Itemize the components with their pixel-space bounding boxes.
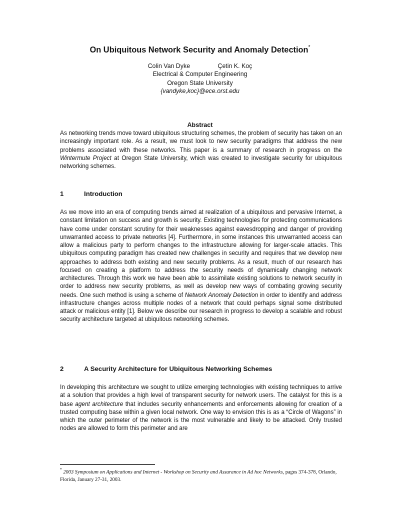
section-number: 1: [60, 191, 64, 198]
section-body: [60, 209, 342, 325]
abstract-project-name: Wintermute Project: [60, 155, 112, 162]
title-text: On Ubiquitous Network Security and Anomaly Detection: [89, 45, 309, 55]
section-title: Introduction: [84, 191, 123, 198]
author-name: Çetin K. Koç: [217, 63, 253, 70]
author-department: Electrical & Computer Engineering: [152, 71, 248, 79]
section-number: 2: [60, 366, 64, 373]
abstract-text-part: As networking trends move toward ubiquitous structuring schemes, the problem of security has taken on an increasingly important role. As a result, we must look to new security paradigms that address the new problems associated with these networks. This paper is a summary of research in progress on the: [60, 131, 342, 154]
section-text-part: in order to identify and address infrastructure changes across multiple nodes of a network that could perhaps signal some distributed attack or malicious entity [1]. Below we describe our research in progress to develop a scalable and robust security architecture targeted at ubiquitous networking schemes.: [60, 292, 342, 324]
section-text-part: As we move into an era of computing trends aimed at realization of a ubiquitous and pervasive Internet, a constant limitation on success and growth is security. Existing technologies for protecting communications have come under constant scrutiny for their weaknesses against eavesdropping and danger of providing unwarranted access to private networks [4]. Furthermore, in some instances this unwarranted access can allow a malicious party to perform changes to the infrastructure allowing for larger-scale attacks. This ubiquitous computing paradigm has created new challenges in security and requires that we develop new approaches to address both existing and new security problems. As a result, much of our research has focused on creating a platform to address the security needs of dynamically changing network architectures. Through this work we have been able to assimilate existing solutions to network security in order to address new security problems, as well as develop new ways of combating growing security needs. One such method is using a scheme of: [60, 210, 342, 299]
section-title: A Security Architecture for Ubiquitous Networking Schemes: [84, 366, 273, 373]
footnote: [60, 467, 342, 485]
section-heading: [60, 366, 360, 373]
footnote-details: , pages 374-378, Orlando, Florida, January 27-31, 2003.: [60, 469, 337, 484]
paper-title: [0, 43, 400, 56]
author-university: Oregon State University: [167, 79, 233, 87]
author-names: [0, 63, 400, 71]
section-body: [60, 384, 342, 434]
footnote-divider: [60, 464, 155, 465]
footnote-venue: 2003 Symposium on Applications and Internet - Workshop on Security and Assurance in Ad hoc Networks: [63, 469, 283, 476]
section-emphasis: agent architecture: [75, 401, 124, 408]
author-email: {vandyke,koc}@ece.orst.edu: [160, 87, 240, 95]
section-emphasis: Network Anomaly Detection: [184, 292, 259, 299]
section-text-part: that includes security enhancements and enforcements allowing for creation of a trusted computing base within a given local network. One way to envision this is as a “Circle of Wagons” in which the outer perimeter of the network is the most vulnerable and likely to be attacked. Only trusted nodes are allowed to form this perimeter and are: [60, 401, 342, 433]
author-block: [0, 63, 400, 96]
abstract-heading: Abstract: [187, 122, 213, 129]
section-heading: [60, 191, 360, 198]
section-text-part: In developing this architecture we sought to utilize emerging technologies with existing techniques to arrive at a solution that provides a high level of transparent security for network users. The catalyst for this is a base: [60, 385, 342, 408]
abstract-text: [60, 130, 342, 171]
footnote-mark: *: [60, 468, 62, 472]
abstract-text-part: at Oregon State University, which was created to investigate security for ubiquitous networking schemes.: [60, 155, 342, 170]
author-name: Colin Van Dyke: [147, 63, 191, 70]
title-footnote-mark: *: [308, 45, 311, 51]
